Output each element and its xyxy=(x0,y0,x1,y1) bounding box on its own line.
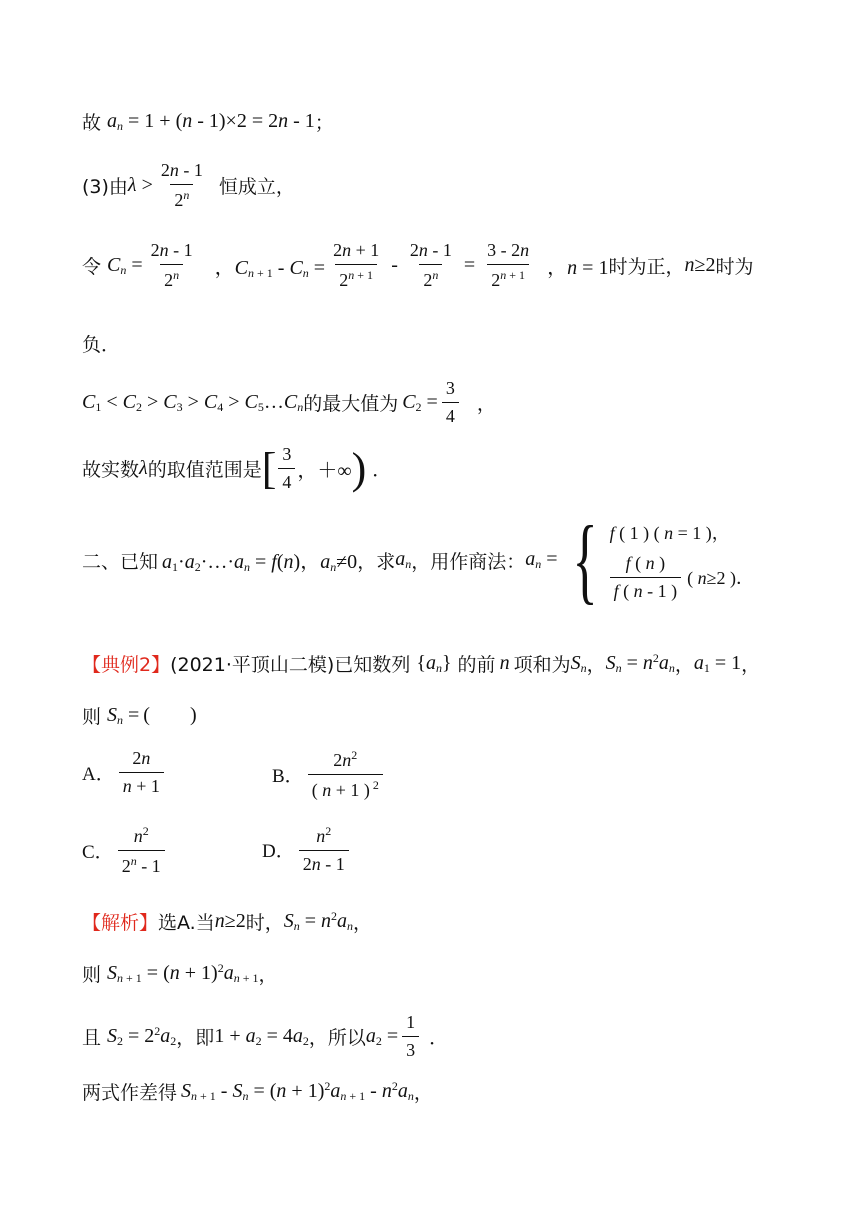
text-fu: 负． xyxy=(82,334,121,356)
text-suoyi: ，所以 xyxy=(308,1027,366,1049)
option-a xyxy=(82,748,168,797)
fraction-3-4b: $\frac{3}{4}$ xyxy=(278,444,295,493)
a2-eq: $a_2$ = xyxy=(365,1024,399,1048)
text-shi: 时， xyxy=(245,912,284,934)
difference-eq: $S_{n + 1} - S_n = (n + 1)^2a_{n + 1} - n^2a_n$ xyxy=(181,1079,414,1103)
example-2-header xyxy=(82,650,760,677)
an: $a_n$ xyxy=(395,548,412,571)
equals: = xyxy=(463,254,476,276)
text-ze: 则 xyxy=(82,706,102,728)
text-qiu: ，求 xyxy=(357,550,396,573)
punct: ． xyxy=(372,459,392,481)
example-tag: 【典例2】 xyxy=(82,654,171,676)
punct: ， xyxy=(258,964,278,986)
an-eq: $a_n$ = xyxy=(525,548,558,571)
lambda-gt: λ > xyxy=(127,174,153,196)
n-eq-1: ，n = 1 xyxy=(547,257,609,279)
text-gu: 故 xyxy=(82,112,102,134)
s2-line xyxy=(82,1012,448,1061)
punct: ， xyxy=(476,393,496,415)
fraction-2n1: $\frac{2n + 1}{2^{n + 1}}$ xyxy=(333,240,380,290)
option-a-label: A． xyxy=(82,764,115,785)
text-line-negative xyxy=(82,330,120,357)
right-paren: ) xyxy=(351,443,367,493)
sn-eq-q: $S_n$ = xyxy=(107,703,140,727)
option-b-label: B． xyxy=(272,766,304,787)
fraction-2n-1b: $\frac{2n - 1}{2^n}$ xyxy=(409,240,452,290)
formula-line-lambda xyxy=(82,160,295,211)
plus-infinity: ，＋∞ xyxy=(297,460,352,482)
punct: ， xyxy=(674,654,694,676)
n-ge-2: n≥2 xyxy=(684,254,716,276)
s2-eq: $S_2 = 2^2a_2$ xyxy=(107,1024,177,1048)
text-shiwei: 时为 xyxy=(715,256,754,278)
cn-equals: $C_n$ = xyxy=(107,253,143,277)
piecewise xyxy=(562,506,754,613)
text-ji: ，即 xyxy=(176,1027,215,1049)
option-d-label: D． xyxy=(262,841,295,862)
text-gu-shishu: 故实数 xyxy=(82,459,140,481)
option-b-fraction: $\frac{2n^2}{( n + 1 ) ^2}$ xyxy=(308,748,383,801)
answer-blank: ( ) xyxy=(143,704,197,726)
case-1: f ( 1 ) ( n = 1 )， xyxy=(609,522,730,543)
text-erzhi: 二、已知 xyxy=(82,550,159,573)
formula-line-max xyxy=(82,378,496,427)
c-chain: $C_1 < C_2 > C_3 > C_4$ > $C_5\dots C_n$ xyxy=(82,390,304,414)
analysis-line xyxy=(82,908,372,935)
left-brace: { xyxy=(571,506,598,613)
cn1-minus-cn: ，$C_{n + 1} - C_n$ = xyxy=(214,256,326,280)
sequence-an: $\{a_n\}$ xyxy=(416,651,452,675)
formula-an-equals: $a_n = 1 + (n - 1)\times 2 = 2n - 1$ xyxy=(107,109,315,133)
text-ling: 令 xyxy=(82,256,102,278)
fraction-3-2n: $\frac{3 - 2n}{2^{n + 1}}$ xyxy=(487,240,530,290)
text-qie: 且 xyxy=(82,1027,102,1049)
left-bracket: [ xyxy=(261,443,277,493)
case-2: $\frac{f ( n )}{f ( n - 1 )}$ ( n≥2 )． xyxy=(610,553,754,602)
text-range: 的取值范围是 xyxy=(147,459,262,481)
text-ze: 则 xyxy=(82,964,102,986)
a1-eq: $a_1 = 1$ xyxy=(693,651,742,675)
text-xianghe: 项和为 xyxy=(513,654,571,676)
text-heng: 恒成立， xyxy=(218,176,295,198)
formula-line-cn xyxy=(82,240,753,291)
option-c xyxy=(82,824,169,877)
n-ge-2b: n≥2 xyxy=(214,910,246,932)
option-b xyxy=(272,748,387,801)
text-you: (3)由 xyxy=(82,176,128,198)
text-max: 的最大值为 xyxy=(303,393,399,415)
option-c-fraction: $\frac{n^2}{2^n - 1}$ xyxy=(118,824,165,877)
analysis-tag: 【解析】 xyxy=(82,912,159,934)
sn1-eq: $S_{n + 1} = (n + 1)^2a_{n + 1}$ xyxy=(107,961,259,985)
option-c-label: C． xyxy=(82,842,114,863)
question-line xyxy=(82,702,197,729)
fraction-2n-1-over-2n: $\frac{2n - 1}{2^n}$ xyxy=(160,160,203,210)
formula-line-an xyxy=(82,108,334,135)
one-plus-a2: $1 + a_2 = 4a_2$ xyxy=(214,1024,309,1048)
punct: ， xyxy=(413,1082,433,1104)
example-source: (2021·平顶山二模)已知数列 xyxy=(170,654,411,676)
punct: ； xyxy=(314,112,334,134)
fraction-3-4: $\frac{3}{4}$ xyxy=(442,378,459,427)
fraction-cn: $\frac{2n - 1}{2^n}$ xyxy=(150,240,193,290)
formula-line-range xyxy=(82,444,391,493)
formula-line-quotient xyxy=(82,506,754,613)
n-var: n xyxy=(499,652,510,674)
text-qian: 的前 xyxy=(457,654,496,676)
punct: ， xyxy=(741,654,761,676)
option-d xyxy=(262,824,353,875)
analysis-text: 选A.当 xyxy=(158,912,215,934)
sn-eq-b: $S_n = n^2a_n$ xyxy=(283,909,354,933)
lambda: λ xyxy=(139,457,148,479)
punct: ， xyxy=(353,912,373,934)
c2-eq: $C_2$ = xyxy=(402,390,438,414)
sn: $S_n$ xyxy=(570,651,587,675)
text-zuoshang: ，用作商法： xyxy=(411,550,526,573)
punct: ， xyxy=(586,654,606,676)
option-d-fraction: $\frac{n^2}{2n - 1}$ xyxy=(299,824,349,875)
s3-line xyxy=(82,1078,433,1105)
punct: ． xyxy=(429,1027,449,1049)
fraction-1-3: $\frac{1}{3}$ xyxy=(402,1012,419,1061)
s1-line xyxy=(82,960,278,987)
text-liangshi: 两式作差得 xyxy=(82,1082,178,1104)
text-positive: 时为正， xyxy=(608,256,685,278)
minus: - xyxy=(391,254,398,276)
product-formula: $a_1\cdot a_2\cdot\dots\cdot a_n = f(n)$，$a_n\ne 0$ xyxy=(162,551,358,574)
sn-eq: $S_n = n^2a_n$ xyxy=(605,651,675,675)
option-a-fraction: $\frac{2n}{n + 1}$ xyxy=(119,748,164,797)
